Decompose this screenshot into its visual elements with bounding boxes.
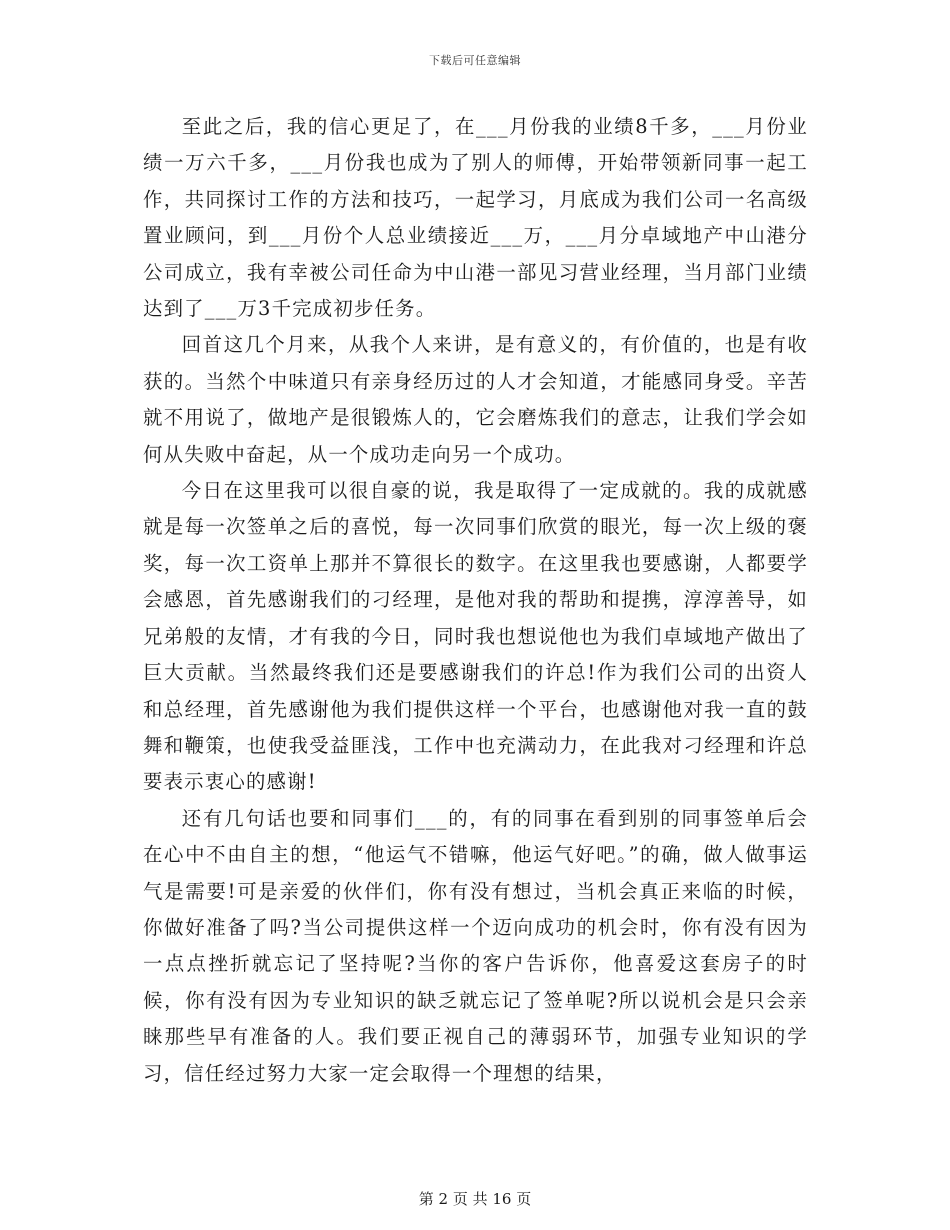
page-number-footer: 第 2 页 共 16 页 bbox=[418, 1190, 532, 1208]
paragraph-1: 至此之后，我的信心更足了，在___月份我的业绩8千多，___月份业绩一万六千多，___月份我也成为了别人的师傅，开始带领新同事一起工作，共同探讨工作的方法和技巧，一起学习，月底成为我们公司一名高级置业顾问，到___月份个人总业绩接近___万，___月分卓域地产中山港分公司成立，我有幸被公司任命为中山港一部见习营业经理，当月部门业绩达到了___万3千完成初步任务。 bbox=[143, 115, 808, 321]
paragraph-4: 还有几句话也要和同事们___的，有的同事在看到别的同事签单后会在心中不由自主的想，“他运气不错嘛，他运气好吧。”的确，做人做事运气是需要!可是亲爱的伙伴们，你有没有想过，当机会真正来临的时候，你做好准备了吗?当公司提供这样一个迈向成功的机会时，你有没有因为一点点挫折就忘记了坚持呢?当你的客户告诉你，他喜爱这套房子的时候，你有没有因为专业知识的缺乏就忘记了签单呢?所以说机会是只会亲睐那些早有准备的人。我们要正视自己的薄弱环节，加强专业知识的学习，信任经过努力大家一定会取得一个理想的结果， bbox=[143, 806, 808, 1085]
page-header: 下载后可任意编辑 bbox=[429, 54, 521, 67]
paragraph-2: 回首这几个月来，从我个人来讲，是有意义的，有价值的，也是有收获的。当然个中味道只有亲身经历过的人才会知道，才能感同身受。辛苦就不用说了，做地产是很锻炼人的，它会磨炼我们的意志，让我们学会如何从失败中奋起，从一个成功走向另一个成功。 bbox=[143, 333, 808, 466]
document-body bbox=[143, 109, 808, 1092]
paragraph-3: 今日在这里我可以很自豪的说，我是取得了一定成就的。我的成就感就是每一次签单之后的喜悦，每一次同事们欣赏的眼光，每一次上级的褒奖，每一次工资单上那并不算很长的数字。在这里我也要感谢，人都要学会感恩，首先感谢我们的刁经理，是他对我的帮助和提携，淳淳善导，如兄弟般的友情，才有我的今日，同时我也想说他也为我们卓域地产做出了巨大贡献。当然最终我们还是要感谢我们的许总!作为我们公司的出资人和总经理，首先感谢他为我们提供这样一个平台，也感谢他对我一直的鼓舞和鞭策，也使我受益匪浅，工作中也充满动力，在此我对刁经理和许总要表示衷心的感谢! bbox=[143, 479, 808, 794]
